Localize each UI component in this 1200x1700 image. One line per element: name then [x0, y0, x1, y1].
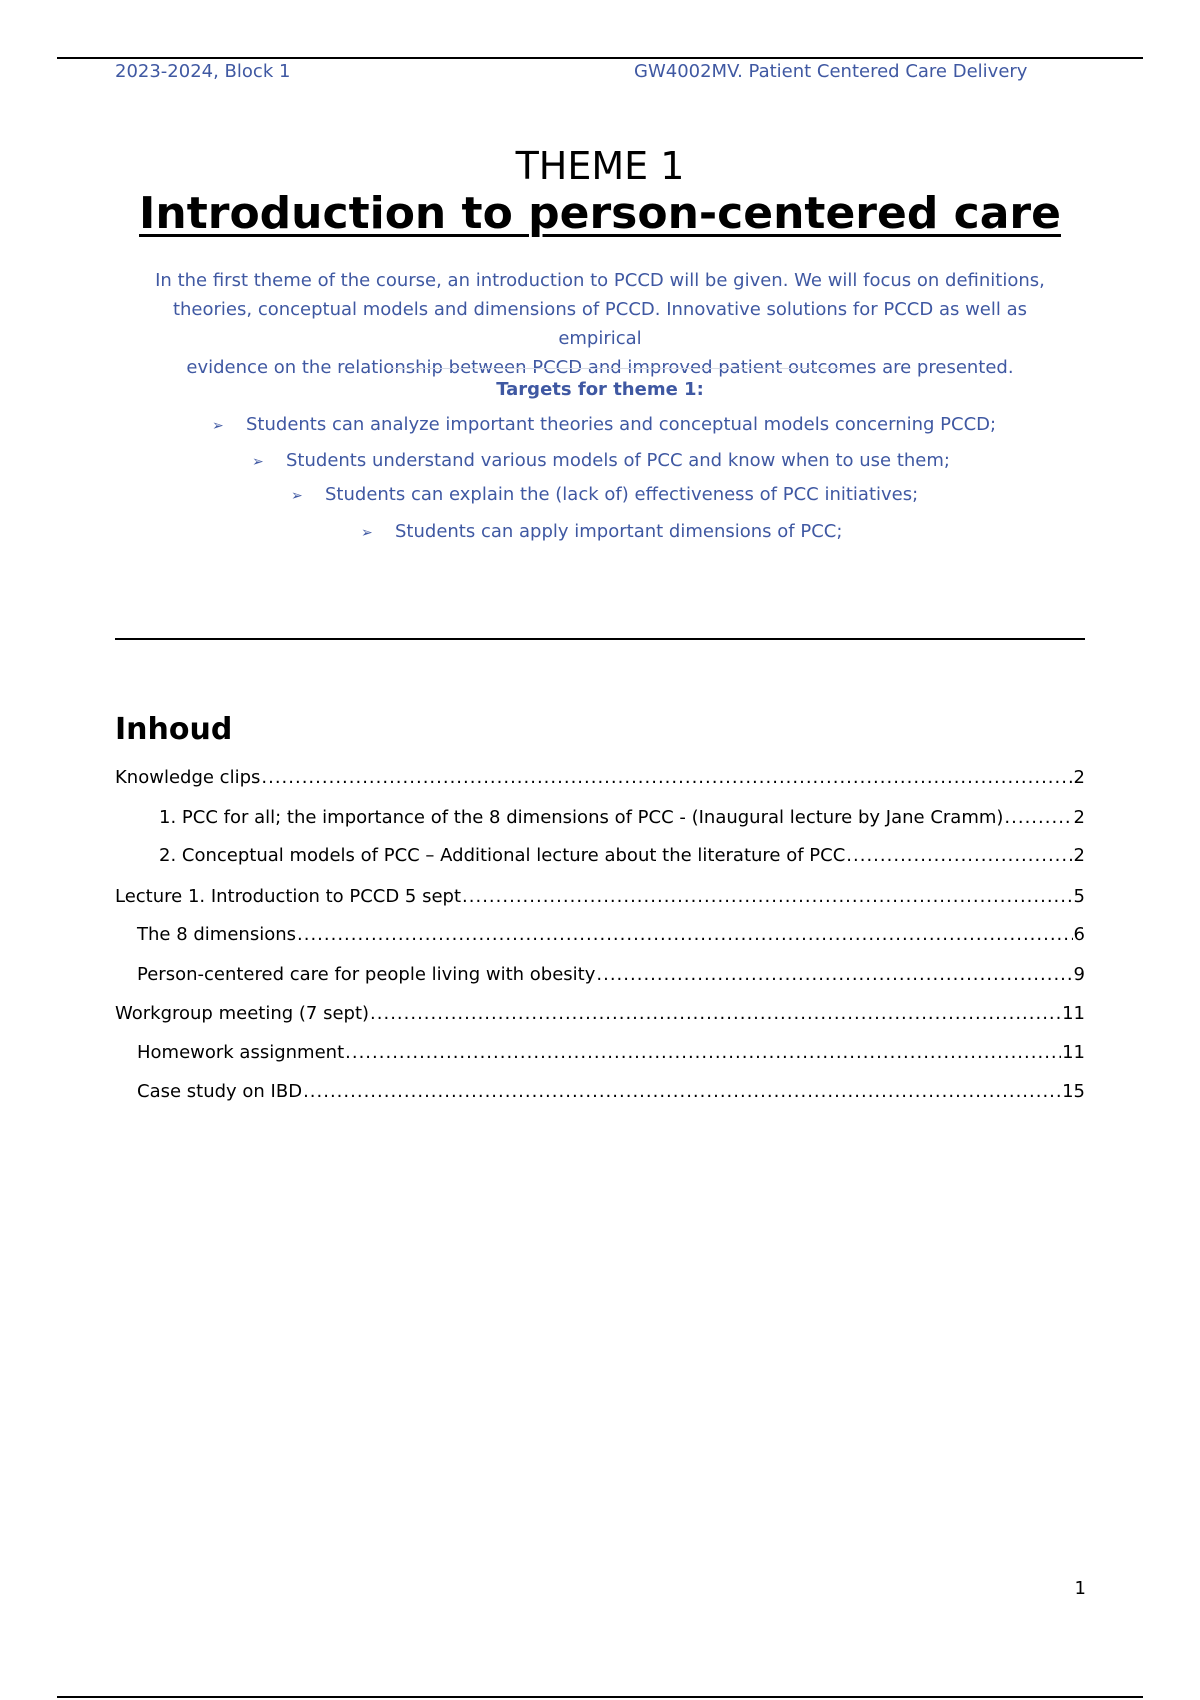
toc-entry-label: Homework assignment: [137, 1042, 345, 1063]
intro-line: evidence on the relationship between PCCD and improved patient outcomes are presented.: [186, 357, 1014, 378]
toc-leader-dots: [1004, 807, 1072, 828]
toc-leader-dots: [846, 845, 1072, 866]
toc-entry-page: 9: [1073, 964, 1085, 985]
toc-entry-label: Case study on IBD: [137, 1081, 303, 1102]
targets-heading: Targets for theme 1:: [496, 379, 704, 400]
page-number: 1: [1074, 1578, 1086, 1599]
toc-entry-knowledge-clips[interactable]: [115, 767, 1085, 788]
intro-line: theories, conceptual models and dimensions of PCCD. Innovative solutions for PCCD as well as empirical: [172, 299, 1028, 349]
target-text: Students can explain the (lack of) effectiveness of PCC initiatives;: [325, 484, 919, 505]
arrow-bullet-icon: ➢: [291, 488, 303, 504]
toc-entry-page: 11: [1062, 1003, 1085, 1024]
toc-entry-page: 5: [1073, 886, 1085, 907]
toc-entry-label: The 8 dimensions: [137, 924, 296, 945]
toc-entry-label: 2. Conceptual models of PCC – Additional lecture about the literature of PCC: [159, 845, 846, 866]
header-rule: [57, 57, 1143, 59]
toc-leader-dots: [303, 1081, 1061, 1102]
theme-label: THEME 1: [515, 144, 685, 188]
toc-entry-lecture-1[interactable]: [115, 886, 1085, 907]
toc-leader-dots: [261, 767, 1072, 788]
intro-line: In the first theme of the course, an introduction to PCCD will be given. We will focus on definitions,: [155, 270, 1045, 291]
intro-divider: [390, 368, 847, 369]
toc-leader-dots: [370, 1003, 1061, 1024]
toc-entry-obesity[interactable]: [137, 964, 1085, 985]
target-text: Students understand various models of PCC and know when to use them;: [286, 450, 950, 471]
header-course-title: GW4002MV. Patient Centered Care Delivery: [634, 61, 1028, 82]
toc-entry-page: 2: [1073, 807, 1085, 828]
target-item: [361, 521, 842, 542]
section-divider: [115, 638, 1085, 640]
toc-leader-dots: [596, 964, 1072, 985]
toc-entry-pcc-for-all[interactable]: [159, 807, 1085, 828]
header-course-period: 2023-2024, Block 1: [115, 61, 291, 82]
toc-entry-label: Lecture 1. Introduction to PCCD 5 sept: [115, 886, 462, 907]
arrow-bullet-icon: ➢: [252, 454, 264, 470]
target-text: Students can analyze important theories and conceptual models concerning PCCD;: [246, 414, 997, 435]
arrow-bullet-icon: ➢: [361, 525, 373, 541]
toc-entry-conceptual-models[interactable]: [159, 845, 1085, 866]
target-text: Students can apply important dimensions of PCC;: [395, 521, 843, 542]
arrow-bullet-icon: ➢: [212, 418, 224, 434]
target-item: [291, 484, 918, 505]
toc-leader-dots: [297, 924, 1073, 945]
toc-entry-page: 2: [1073, 767, 1085, 788]
target-item: [252, 450, 950, 471]
toc-leader-dots: [345, 1042, 1061, 1063]
target-item: [212, 414, 996, 435]
toc-entry-label: Knowledge clips: [115, 767, 261, 788]
toc-heading: Inhoud: [115, 712, 233, 747]
toc-entry-label: Workgroup meeting (7 sept): [115, 1003, 370, 1024]
footer-rule: [57, 1696, 1143, 1698]
toc-entry-workgroup-meeting[interactable]: [115, 1003, 1085, 1024]
theme-introduction: [140, 266, 1060, 382]
toc-entry-8-dimensions[interactable]: [137, 924, 1085, 945]
toc-entry-page: 6: [1073, 924, 1085, 945]
toc-entry-homework-assignment[interactable]: [137, 1042, 1085, 1063]
toc-entry-page: 11: [1062, 1042, 1085, 1063]
toc-entry-label: Person-centered care for people living with obesity: [137, 964, 596, 985]
toc-entry-label: 1. PCC for all; the importance of the 8 dimensions of PCC - (Inaugural lecture by Jane Cramm): [159, 807, 1004, 828]
theme-title: Introduction to person-centered care: [139, 188, 1061, 239]
toc-entry-page: 2: [1073, 845, 1085, 866]
toc-entry-case-study-ibd[interactable]: [137, 1081, 1085, 1102]
toc-entry-page: 15: [1062, 1081, 1085, 1102]
toc-leader-dots: [462, 886, 1073, 907]
